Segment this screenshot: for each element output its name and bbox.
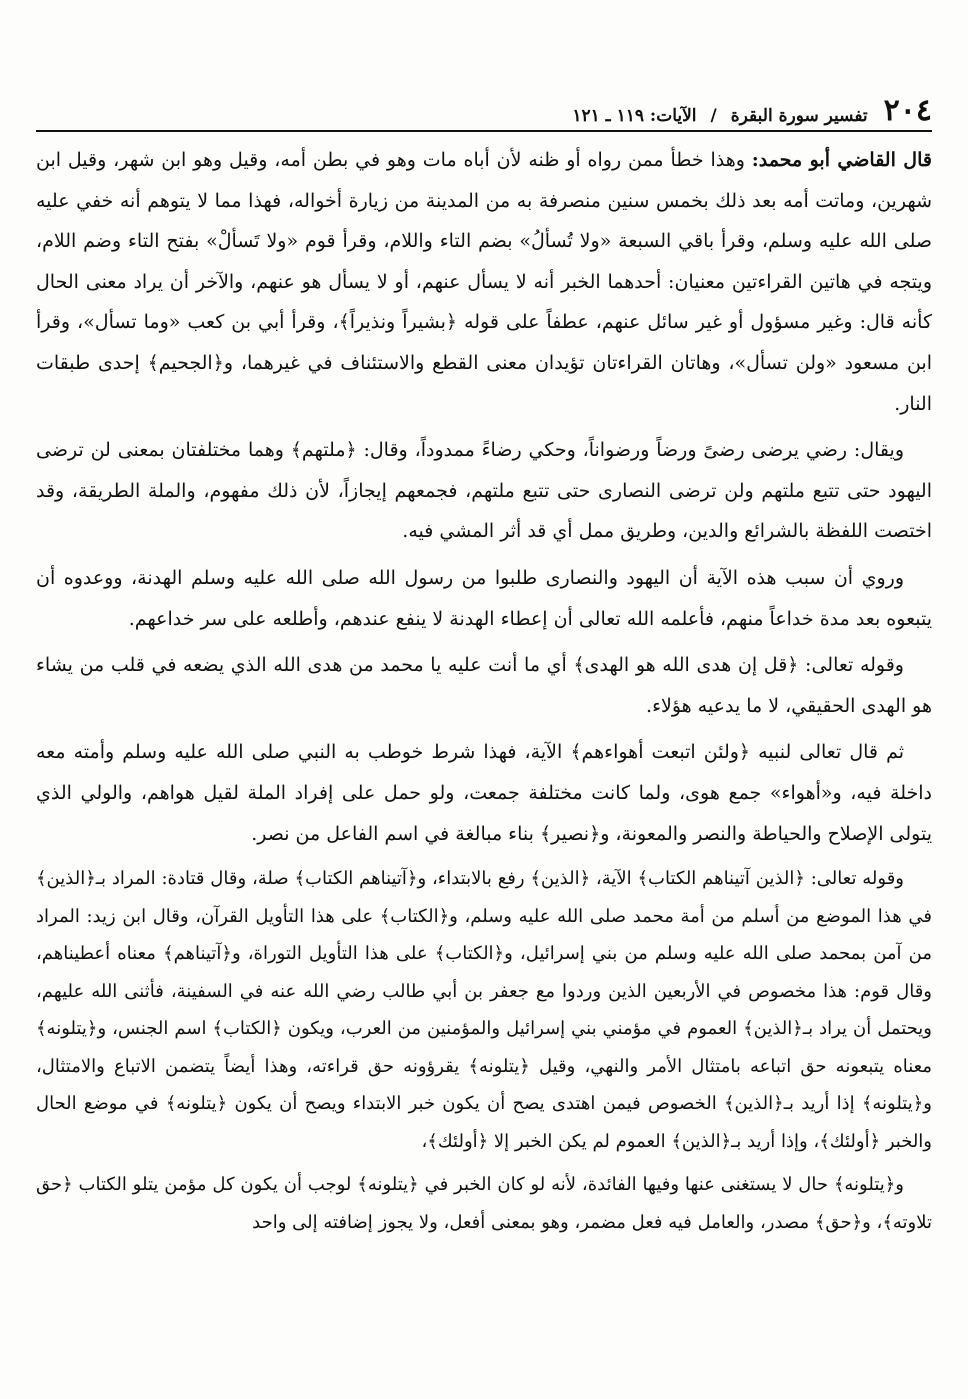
paragraph-3: وروي أن سبب هذه الآية أن اليهود والنصارى طلبوا من رسول الله صلى الله عليه وسلم الهدنة، ووعدوه أن يتبعوه بعد مدة خداعاً منهم، فأعلمه الله تعالى أن إعطاء الهدنة لا ينفع عندهم، وأطلعه على سر خداعهم. bbox=[36, 566, 932, 630]
paragraph-7: و﴿يتلونه﴾ حال لا يستغنى عنها وفيها الفائدة، لأنه لو كان الخبر في ﴿يتلونه﴾ لوجب أن يكون كل مؤمن يتلو الكتاب ﴿حق تلاوته﴾، و﴿حق﴾ مصدر، والعامل فيه فعل مضمر، وهو بمعنى أفعل، ولا يجوز إضافته إلى واحد bbox=[36, 1174, 932, 1233]
paragraph-text: وهذا خطأ ممن رواه أو ظنه لأن أباه مات وهو في بطن أمه، وقيل وهو ابن شهر، وقيل ابن شهرين، وماتت أمه بعد ذلك بخمس سنين منصرفة به من المدينة من زيارة أخواله، فهذا مما لا يتوهم أنه خفي عليه صلى الله عليه وسلم، وقرأ باقي السبعة «ولا تُسألُ» بضم التاء واللام، وقرأ قوم «ولا تَسألْ» بفتح التاء وضم اللام، ويتجه في هاتين القراءتين معنيان: أحدهما الخبر أنه لا يسأل عنهم، أو لا يسأل هو عنهم، والآخر أن يراد معنى الحال كأنه قال: وغير مسؤول أو غير سائل عنهم، عطفاً على قوله ﴿بشيراً ونذيراً﴾، وقرأ أبي بن كعب «وما تسأل»، وقرأ ابن مسعود «ولن تسأل»، وهاتان القراءتان تؤيدان معنى القطع والاستئناف في غيرهما، و﴿الجحيم﴾ إحدى طبقات النار. bbox=[36, 149, 932, 415]
page-header bbox=[36, 86, 932, 132]
speaker-lead: قال القاضي أبو محمد: bbox=[751, 149, 932, 171]
title-separator: / bbox=[710, 106, 717, 126]
running-title bbox=[36, 106, 868, 126]
paragraph-2: ويقال: رضي يرضى رضىً ورضاً ورضواناً، وحكي رضاءً ممدوداً، وقال: ﴿ملتهم﴾ وهما مختلفتان بمعنى لن ترضى اليهود حتى تتبع ملتهم ولن ترضى النصارى حتى تتبع ملتهم، فجمعهم إيجازاً، لأن ذلك مفهوم، والملة الطريقة، وقد اختصت اللفظة بالشرائع والدين، وطريق ممل أي قد أثر المشي فيه. bbox=[36, 439, 932, 543]
page-number: ٢٠٤ bbox=[883, 93, 932, 128]
book-title: تفسير سورة البقرة bbox=[730, 106, 868, 126]
paragraph-4: وقوله تعالى: ﴿قل إن هدى الله هو الهدى﴾ أي ما أنت عليه يا محمد من هدى الله الذي يضعه في قلب من يشاء هو الهدى الحقيقي، لا ما يدعيه هؤلاء. bbox=[36, 654, 932, 717]
page-body bbox=[36, 140, 932, 1247]
paragraph-1 bbox=[36, 140, 932, 424]
verses-range: الآيات: ١١٩ ـ ١٢١ bbox=[572, 106, 697, 126]
paragraph-6: وقوله تعالى: ﴿الذين آتيناهم الكتاب﴾ الآية، ﴿الذين﴾ رفع بالابتداء، و﴿آتيناهم الكتاب﴾ صلة، وقال قتادة: المراد بـ﴿الذين﴾ في هذا الموضع من أسلم من أمة محمد صلى الله عليه وسلم، و﴿الكتاب﴾ على هذا التأويل القرآن، وقال ابن زيد: المراد من آمن بمحمد صلى الله عليه وسلم من بني إسرائيل، و﴿الكتاب﴾ على هذا التأويل التوراة، و﴿آتيناهم﴾ معناه أعطيناهم، وقال قوم: هذا مخصوص في الأربعين الذين وردوا مع جعفر بن أبي طالب رضي الله عنه في السفينة، فأثنى الله عليهم، ويحتمل أن يراد بـ﴿الذين﴾ العموم في مؤمني بني إسرائيل والمؤمنين من العرب، ويكون ﴿الكتاب﴾ اسم الجنس، و﴿يتلونه﴾ معناه يتبعونه حق اتباعه بامتثال الأمر والنهي، وقيل ﴿يتلونه﴾ يقرؤونه حق قراءته، وهذا أيضاً يتضمن الاتباع والامتثال، و﴿يتلونه﴾ إذا أريد بـ﴿الذين﴾ الخصوص فيمن اهتدى يصح أن يكون خبر الابتداء ويصح أن يكون ﴿يتلونه﴾ في موضع الحال والخبر ﴿أولئك﴾، وإذا أريد بـ﴿الذين﴾ العموم لم يكن الخبر إلا ﴿أولئك﴾، bbox=[36, 868, 932, 1152]
paragraph-5: ثم قال تعالى لنبيه ﴿ولئن اتبعت أهواءهم﴾ الآية، فهذا شرط خوطب به النبي صلى الله عليه وسلم وأمته معه داخلة فيه، و«أهواء» جمع هوى، ولما كانت مختلفة جمعت، ولو حمل على إفراد الملة لقيل هواهم، والولي الذي يتولى الإصلاح والحياطة والنصر والمعونة، و﴿نصير﴾ بناء مبالغة في اسم الفاعل من نصر. bbox=[36, 741, 932, 845]
